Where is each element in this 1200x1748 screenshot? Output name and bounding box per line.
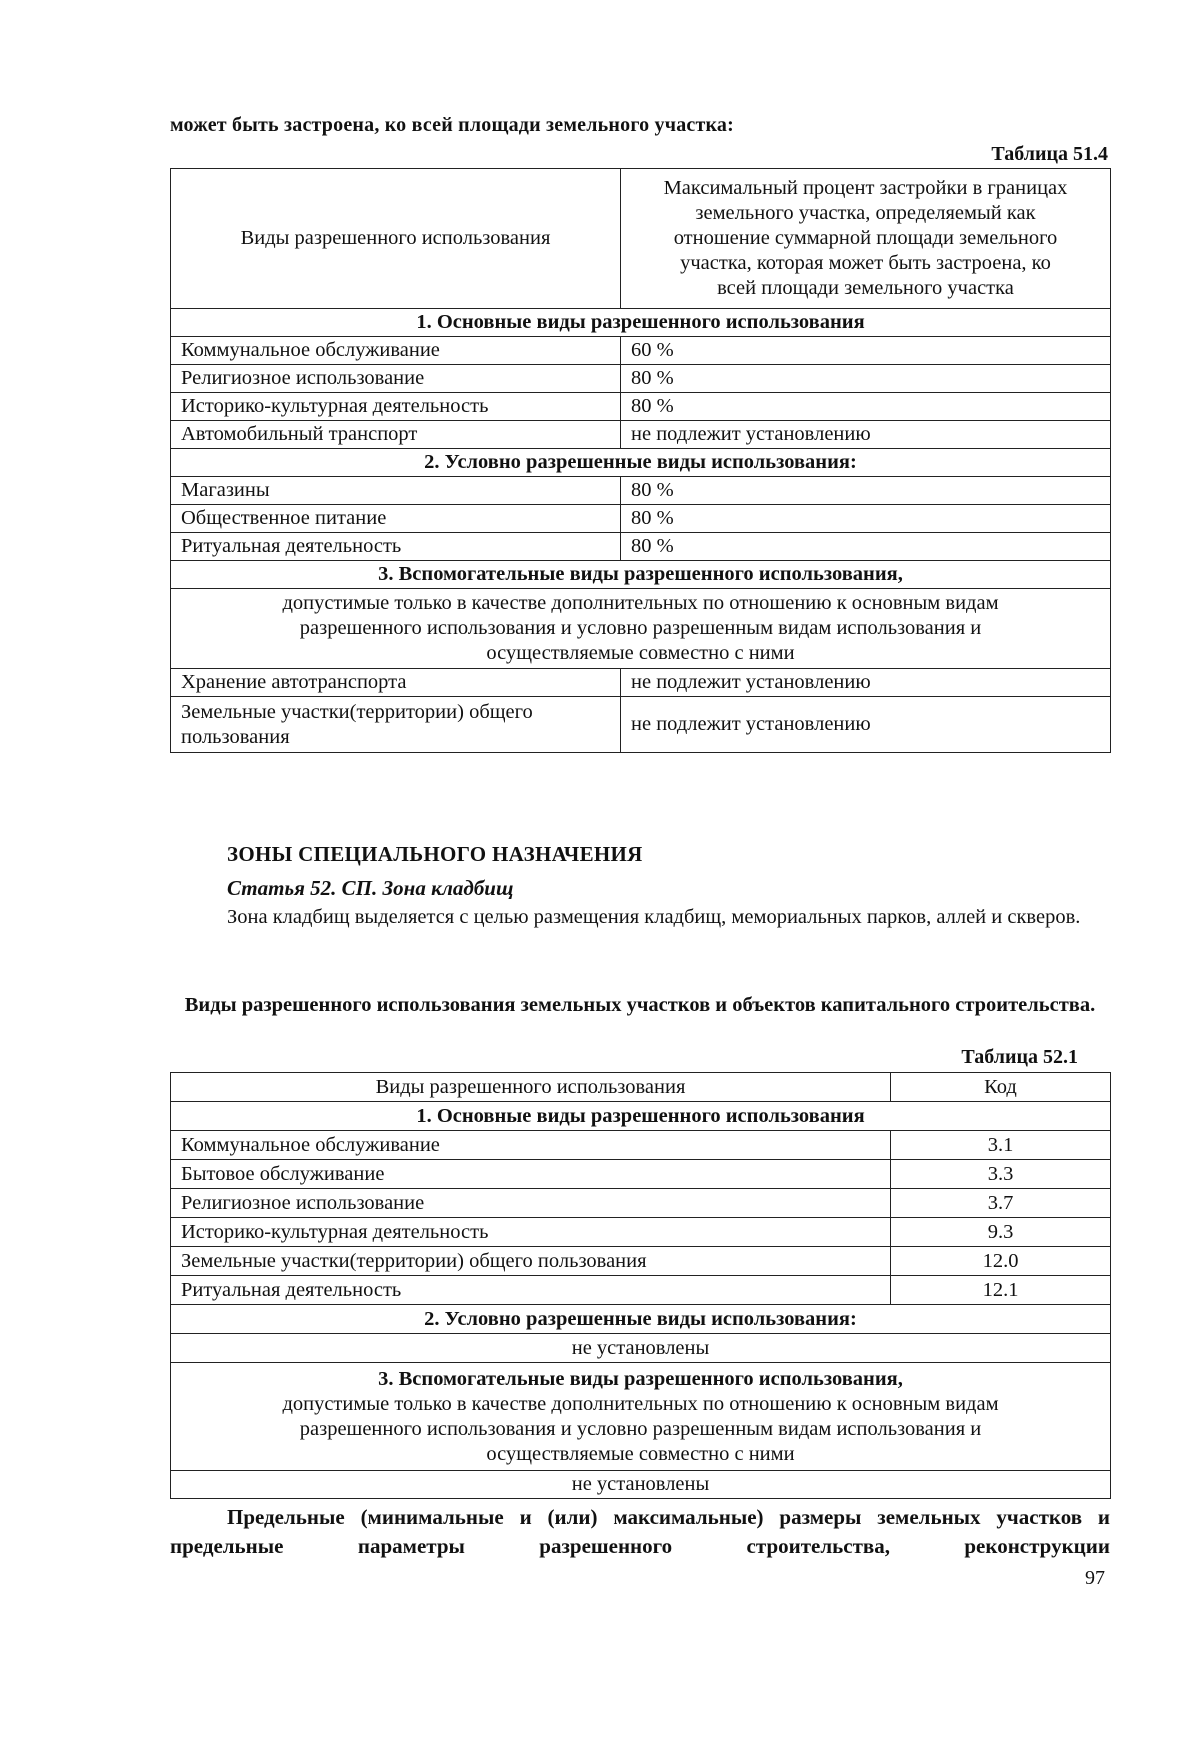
table-row [171,421,1111,449]
header-right-line: отношение суммарной площади земельного [673,227,1058,249]
code-cell: 12.0 [891,1247,1111,1276]
table-row [171,1471,1111,1499]
article-paragraph: Зона кладбищ выделяется с целью размещения кладбищ, мемориальных парков, аллей и скверов. [227,906,1081,928]
page-number: 97 [1085,1567,1105,1589]
section-title: 2. Условно разрешенные виды использования: [171,1305,1111,1334]
use-type-cell: Коммунальное обслуживание [171,1131,891,1160]
percent-cell: не подлежит установлению [621,421,1111,449]
intro-text: может быть застроена, ко всей площади земельного участка: [170,114,734,136]
table-row [171,1334,1111,1363]
table-52-1-header-right: Код [891,1073,1111,1102]
use-type-cell: Бытовое обслуживание [171,1160,891,1189]
table-52-1-caption: Таблица 52.1 [961,1046,1078,1068]
section-title: 1. Основные виды разрешенного использования [171,1102,1111,1131]
header-right-line: участка, которая может быть застроена, ко [680,252,1051,274]
header-right-line: всей площади земельного участка [717,277,1014,299]
percent-cell: не подлежит установлению [621,669,1111,697]
percent-cell: 80 % [621,505,1111,533]
percent-cell: 80 % [621,365,1111,393]
table-row [171,697,1111,753]
code-cell: 12.1 [891,1276,1111,1305]
table-51-4-caption: Таблица 51.4 [991,143,1108,165]
table-note-row [171,1363,1111,1471]
types-heading: Виды разрешенного использования земельных участков и объектов капитального строительства. [184,994,1096,1016]
table-52-1-header-left: Виды разрешенного использования [171,1073,891,1102]
article-heading: Статья 52. СП. Зона кладбищ [227,876,514,900]
table-52-1 [170,1072,1111,1499]
section-title: 3. Вспомогательные виды разрешенного использования, [378,1367,903,1390]
table-note-row [171,589,1111,669]
code-cell: 3.3 [891,1160,1111,1189]
code-cell: 3.1 [891,1131,1111,1160]
use-type-cell: Историко-культурная деятельность [171,1218,891,1247]
table-row [171,365,1111,393]
table-52-1-header-row [171,1073,1111,1102]
table-51-4-header-left: Виды разрешенного использования [171,169,621,309]
table-51-4-header-row [171,169,1111,309]
cell-line: Земельные участки(территории) общего [181,700,533,723]
table-row [171,669,1111,697]
closing-paragraph: Предельные (минимальные и (или) максимальные) размеры земельных участков и предельные параметры разрешенного строительства, реконструкции [170,1505,1110,1558]
header-right-line: земельного участка, определяемый как [695,202,1036,224]
section-title: 3. Вспомогательные виды разрешенного использования, [171,561,1111,589]
percent-cell: не подлежит установлению [621,697,1111,753]
table-row [171,1131,1111,1160]
percent-cell: 80 % [621,533,1111,561]
use-type-cell: Магазины [171,477,621,505]
cell-line: пользования [181,725,290,748]
use-type-cell: Ритуальная деятельность [171,1276,891,1305]
percent-cell: 60 % [621,337,1111,365]
note-line: разрешенного использования и условно разрешенным видам использования и [299,617,982,639]
table-row [171,533,1111,561]
use-type-cell [171,697,621,753]
table-section-row [171,561,1111,589]
section-title: 1. Основные виды разрешенного использования [171,309,1111,337]
table-section-row [171,449,1111,477]
table-row [171,505,1111,533]
table-row [171,337,1111,365]
use-type-cell: Религиозное использование [171,365,621,393]
section-title: 2. Условно разрешенные виды использования: [171,449,1111,477]
note-line: осуществляемые совместно с ними [486,642,795,664]
section-note [171,1363,1111,1471]
table-section-row [171,1102,1111,1131]
use-type-cell: Религиозное использование [171,1189,891,1218]
use-type-cell: Историко-культурная деятельность [171,393,621,421]
note-line: разрешенного использования и условно разрешенным видам использования и [299,1417,982,1440]
use-type-cell: Автомобильный транспорт [171,421,621,449]
section-note [171,589,1111,669]
section-value: не установлены [171,1471,1111,1499]
table-row [171,1247,1111,1276]
table-row [171,1189,1111,1218]
percent-cell: 80 % [621,393,1111,421]
table-section-row [171,1305,1111,1334]
use-type-cell: Ритуальная деятельность [171,533,621,561]
table-row [171,1218,1111,1247]
note-line: допустимые только в качестве дополнительных по отношению к основным видам [282,1392,999,1415]
table-section-row [171,309,1111,337]
table-51-4-header-right [621,169,1111,309]
zone-heading: ЗОНЫ СПЕЦИАЛЬНОГО НАЗНАЧЕНИЯ [227,842,643,866]
use-type-cell: Коммунальное обслуживание [171,337,621,365]
table-row [171,477,1111,505]
note-line: осуществляемые совместно с ними [486,1442,795,1465]
use-type-cell: Общественное питание [171,505,621,533]
table-row [171,1160,1111,1189]
note-line: допустимые только в качестве дополнительных по отношению к основным видам [282,592,999,614]
table-row [171,393,1111,421]
header-right-line: Максимальный процент застройки в границах [663,177,1068,199]
table-row [171,1276,1111,1305]
code-cell: 9.3 [891,1218,1111,1247]
section-value: не установлены [171,1334,1111,1363]
table-51-4 [170,168,1111,753]
use-type-cell: Земельные участки(территории) общего пользования [171,1247,891,1276]
percent-cell: 80 % [621,477,1111,505]
code-cell: 3.7 [891,1189,1111,1218]
use-type-cell: Хранение автотранспорта [171,669,621,697]
